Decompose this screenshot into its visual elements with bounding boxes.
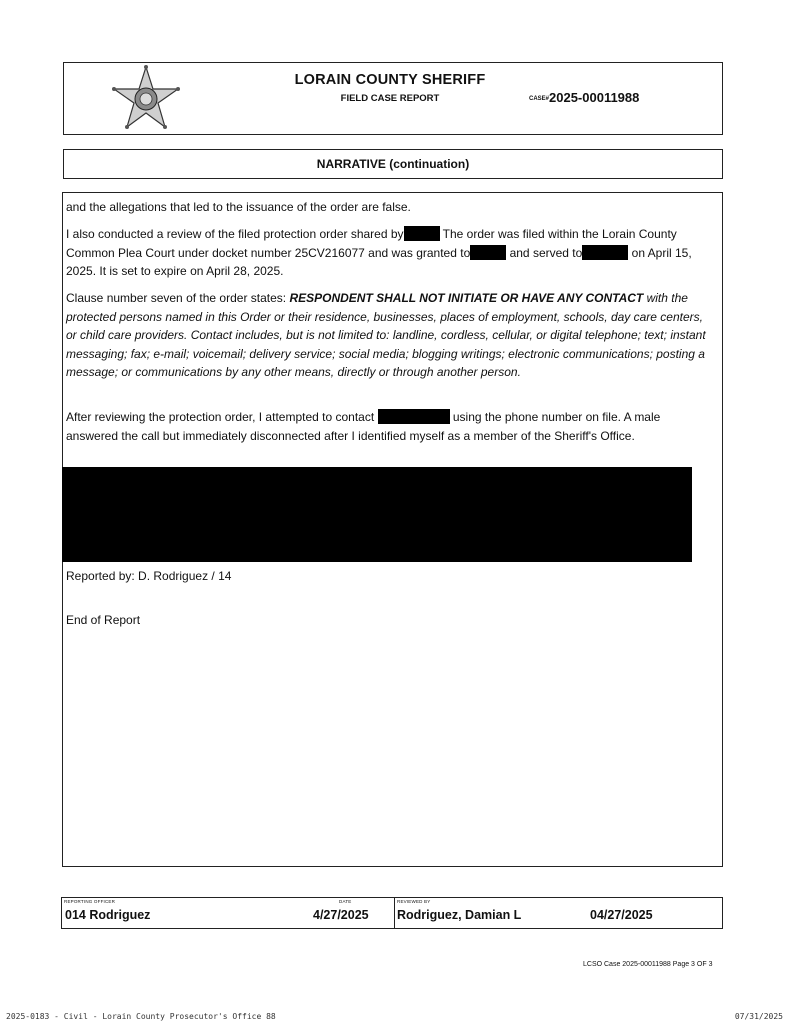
reporting-officer-value: 014 Rodriguez [65, 908, 151, 922]
sheriff-star-icon [108, 63, 184, 135]
reviewed-by-value: Rodriguez, Damian L [397, 908, 522, 922]
reporting-officer-label: REPORTING OFFICER [64, 899, 116, 904]
bates-stamp: 2025-0183 - Civil - Lorain County Prosecutor's Office 88 [6, 1012, 276, 1021]
narrative-title: NARRATIVE (continuation) [316, 157, 470, 171]
narrative-paragraph-2 [66, 225, 706, 281]
paragraph-3-emphasis: RESPONDENT SHALL NOT INITIATE OR HAVE ANY CONTACT [289, 291, 644, 305]
paragraph-4-text-b: using the phone number on file. A male answered the call but immediately disconnected after I identified myself as a member of the Sheriff's Office. [66, 410, 661, 443]
date-label: DATE [339, 899, 352, 904]
redaction-mark [470, 245, 506, 260]
page-number-note: LCSO Case 2025-00011988 Page 3 OF 3 [583, 961, 713, 968]
case-number: 2025-00011988 [549, 90, 640, 105]
paragraph-4-text-a: After reviewing the protection order, I attempted to contact [66, 410, 375, 424]
agency-name: LORAIN COUNTY SHERIFF [294, 72, 486, 88]
case-label: CASE# [529, 96, 550, 102]
end-of-report: End of Report [66, 613, 141, 627]
narrative-paragraph-1: and the allegations that led to the issuance of the order are false. [66, 200, 411, 214]
redaction-block [62, 467, 692, 562]
narrative-paragraph-4 [66, 408, 706, 445]
redaction-mark [378, 409, 450, 424]
date-value: 4/27/2025 [313, 908, 369, 922]
paragraph-2-text-d: on April 15, 2025. It is set to expire on April 28, 2025. [66, 245, 692, 279]
narrative-paragraph-3 [66, 289, 706, 382]
paragraph-2-text-c: and served to [506, 245, 583, 260]
paragraph-3-text-a: Clause number seven of the order states: [66, 291, 290, 305]
report-type: FIELD CASE REPORT [340, 93, 440, 104]
redaction-mark [582, 245, 628, 260]
reported-by: Reported by: D. Rodriguez / 14 [66, 569, 232, 583]
paragraph-2-text-b: The order was filed within the Lorain County Common Plea Court under docket number 25CV216077 and was granted to [66, 227, 677, 260]
table-divider [394, 897, 395, 929]
reviewed-by-label: REVIEWED BY [397, 899, 431, 904]
paragraph-3-text-c: with the protected persons named in this Order or their residence, businesses, places of employment, schools, day care centers, or child care providers. Contact includes, but is not limited to: landline, cordless, cellular, or digital telephone; text; instant messaging; fax; e-mail; voicemail; delivery service; social media; blogging writings; electronic communications; posting a message; or communications by any other means, directly or through another person. [66, 291, 706, 380]
bates-date: 07/31/2025 [734, 1012, 783, 1021]
paragraph-2-text-a: I also conducted a review of the filed protection order shared by [66, 227, 404, 241]
reviewed-date-value: 04/27/2025 [590, 908, 653, 922]
redaction-mark [404, 226, 440, 241]
